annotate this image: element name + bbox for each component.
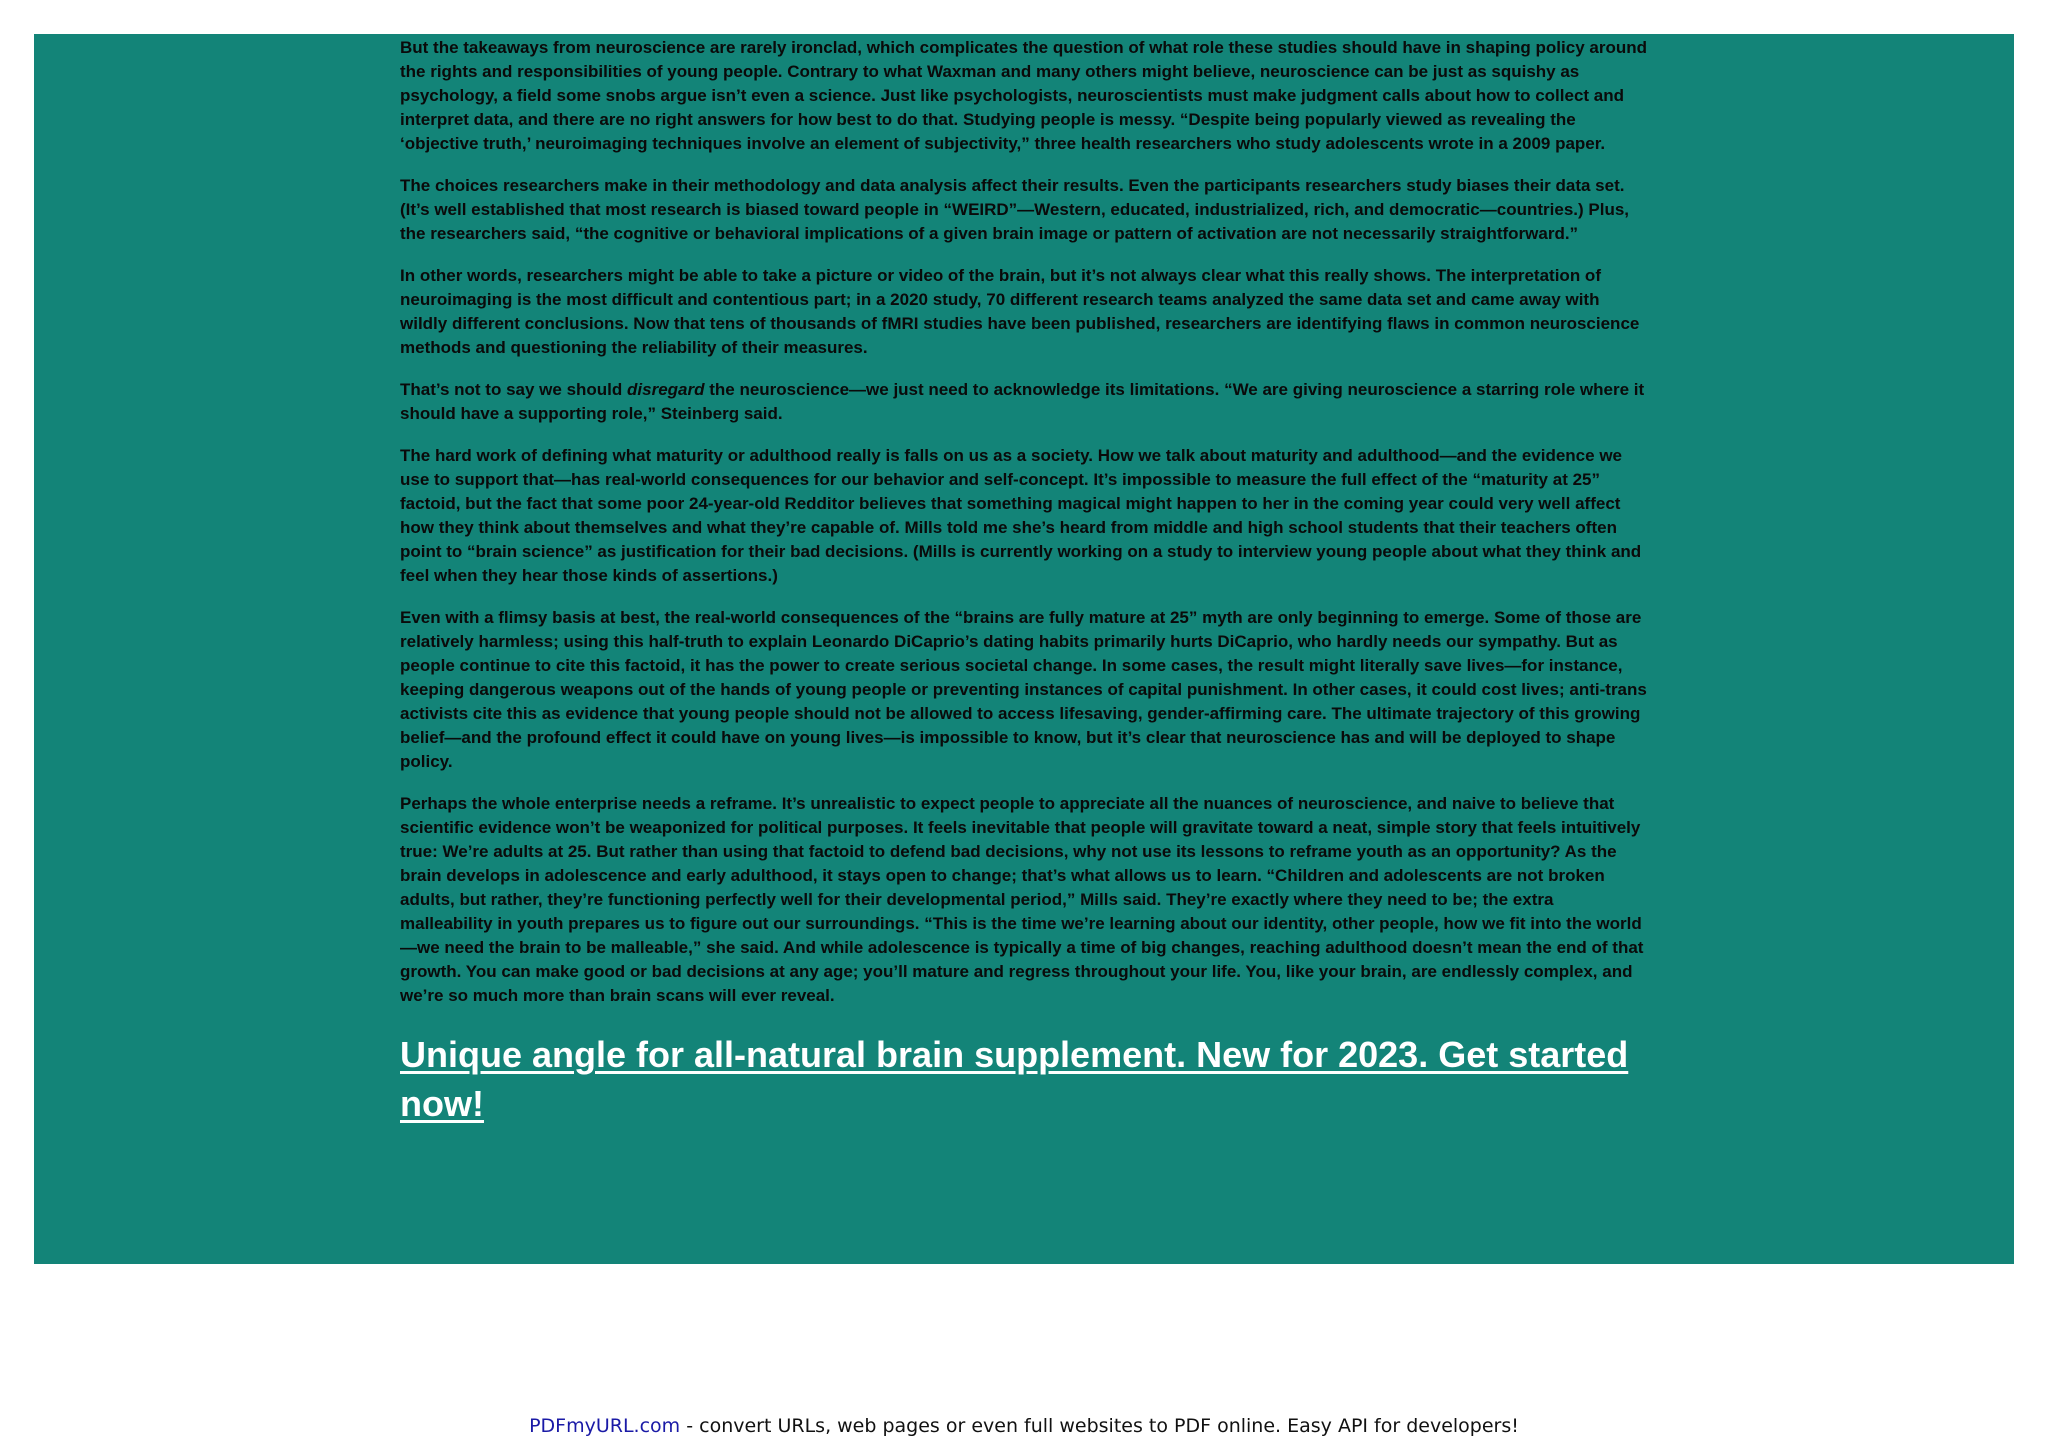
supplement-ad-link[interactable]: Unique angle for all-natural brain supplement. New for 2023. Get started now! [400,1034,1629,1124]
paragraph-3: In other words, researchers might be able to take a picture or video of the brain, but it’s not always clear what this really shows. The interpretation of neuroimaging is the most difficult and contentious part; in a 2020 study, 70 different research teams analyzed the same data set and came away with wildly different conclusions. Now that tens of thousands of fMRI studies have been published, researchers are identifying flaws in common neuroscience methods and questioning the reliability of their measures. [400,266,1640,357]
article-body [400,36,1650,1128]
footer-tagline: - convert URLs, web pages or even full websites to PDF online. Easy API for developers! [680,1415,1519,1437]
paragraph-4 [400,378,1650,426]
paragraph-5: The hard work of defining what maturity or adulthood really is falls on us as a society. How we talk about maturity and adulthood—and the evidence we use to support that—has real-world consequences for our behavior and self-concept. It’s impossible to measure the full effect of the “maturity at 25” factoid, but the fact that some poor 24-year-old Redditor believes that something magical might happen to her in the coming year could very well affect how they think about themselves and what they’re capable of. Mills told me she’s heard from middle and high school students that their teachers often point to “brain science” as justification for their bad decisions. (Mills is currently working on a study to interview young people about what they think and feel when they hear those kinds of assertions.) [400,446,1642,585]
footer [0,1414,2048,1438]
paragraph-4-emphasis: disregard [627,380,705,399]
paragraph-4-rest: the neuroscience—we just need to acknowledge its limitations. “We are giving neuroscience a starring role where it should have a supporting role,” Steinberg said. [400,380,1645,423]
paragraph-6: Even with a flimsy basis at best, the real-world consequences of the “brains are fully mature at 25” myth are only beginning to emerge. Some of those are relatively harmless; using this half-truth to explain Leonardo DiCaprio’s dating habits primarily hurts DiCaprio, who hardly needs our sympathy. But as people continue to cite this factoid, it has the power to create serious societal change. In some cases, the result might literally save lives—for instance, keeping dangerous weapons out of the hands of young people or preventing instances of capital punishment. In other cases, it could cost lives; anti-trans activists cite this as evidence that young people should not be allowed to access lifesaving, gender-affirming care. The ultimate trajectory of this growing belief—and the profound effect it could have on young lives—is impossible to know, but it’s clear that neuroscience has and will be deployed to shape policy. [400,608,1647,771]
pdfmyurl-link[interactable]: PDFmyURL.com [529,1415,681,1437]
paragraph-1: But the takeaways from neuroscience are rarely ironclad, which complicates the question of what role these studies should have in shaping policy around the rights and responsibilities of young people. Contrary to what Waxman and many others might believe, neuroscience can be just as squishy as psychology, a field some snobs argue isn’t even a science. Just like psychologists, neuroscientists must make judgment calls about how to collect and interpret data, and there are no right answers for how best to do that. Studying people is messy. “Despite being popularly viewed as revealing the ‘objective truth,’ neuroimaging techniques involve an element of subjectivity,” three health researchers who study adolescents wrote in a 2009 paper. [400,38,1647,153]
paragraph-4-lead: That’s not to say we should [400,380,628,399]
paragraph-2: The choices researchers make in their methodology and data analysis affect their results. Even the participants researchers study biases their data set. (It’s well established that most research is biased toward people in “WEIRD”—Western, educated, industrialized, rich, and democratic—countries.) Plus, the researchers said, “the cognitive or behavioral implications of a given brain image or pattern of activation are not necessarily straightforward.” [400,176,1630,243]
paragraph-7: Perhaps the whole enterprise needs a reframe. It’s unrealistic to expect people to appreciate all the nuances of neuroscience, and naive to believe that scientific evidence won’t be weaponized for political purposes. It feels inevitable that people will gravitate toward a neat, simple story that feels intuitively true: We’re adults at 25. But rather than using that factoid to defend bad decisions, why not use its lessons to reframe youth as an opportunity? As the brain develops in adolescence and early adulthood, it stays open to change; that’s what allows us to learn. “Children and adolescents are not broken adults, but rather, they’re functioning perfectly well for their developmental period,” Mills said. They’re exactly where they need to be; the extra malleability in youth prepares us to figure out our surroundings. “This is the time we’re learning about our identity, other people, how we fit into the world—we need the brain to be malleable,” she said. And while adolescence is typically a time of big changes, reaching adulthood doesn’t mean the end of that growth. You can make good or bad decisions at any age; you’ll mature and regress throughout your life. You, like your brain, are endlessly complex, and we’re so much more than brain scans will ever reveal. [400,794,1644,1005]
